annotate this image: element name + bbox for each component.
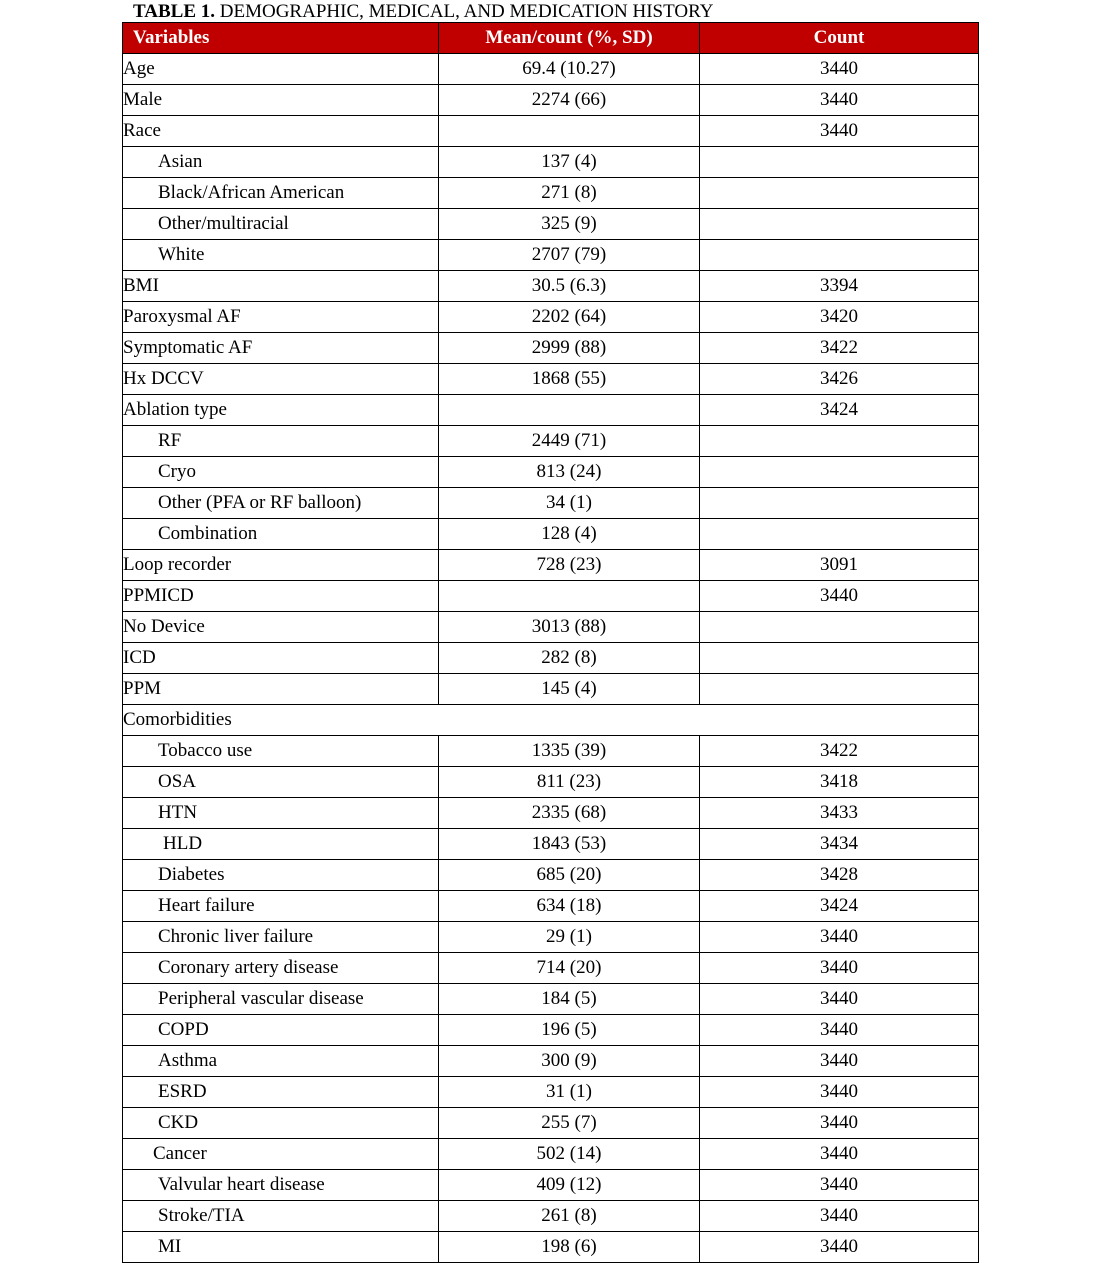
table-row (123, 1077, 979, 1108)
table-row (123, 953, 979, 984)
variable-cell: OSA (123, 767, 439, 798)
count-cell: 3426 (700, 364, 979, 395)
count-cell (700, 488, 979, 519)
table-row (123, 488, 979, 519)
table-row (123, 891, 979, 922)
variable-cell: Cancer (123, 1139, 439, 1170)
table-row (123, 333, 979, 364)
table-row (123, 736, 979, 767)
table-row (123, 1046, 979, 1077)
variable-cell: White (123, 240, 439, 271)
variable-cell: Other (PFA or RF balloon) (123, 488, 439, 519)
mean-count-cell: 728 (23) (439, 550, 700, 581)
mean-count-cell: 198 (6) (439, 1232, 700, 1263)
variable-cell: Black/African American (123, 178, 439, 209)
mean-count-cell: 255 (7) (439, 1108, 700, 1139)
mean-count-cell: 31 (1) (439, 1077, 700, 1108)
mean-count-cell: 813 (24) (439, 457, 700, 488)
variable-cell: Combination (123, 519, 439, 550)
variable-cell: Valvular heart disease (123, 1170, 439, 1201)
count-cell: 3434 (700, 829, 979, 860)
variable-cell: Hx DCCV (123, 364, 439, 395)
mean-count-cell: 634 (18) (439, 891, 700, 922)
mean-count-cell: 714 (20) (439, 953, 700, 984)
variable-cell: Other/multiracial (123, 209, 439, 240)
count-cell: 3440 (700, 1170, 979, 1201)
count-cell: 3440 (700, 1046, 979, 1077)
variable-cell: No Device (123, 612, 439, 643)
table-row (123, 240, 979, 271)
mean-count-cell: 128 (4) (439, 519, 700, 550)
variable-cell: HTN (123, 798, 439, 829)
mean-count-cell: 34 (1) (439, 488, 700, 519)
count-cell: 3440 (700, 1139, 979, 1170)
mean-count-cell: 2335 (68) (439, 798, 700, 829)
mean-count-cell: 300 (9) (439, 1046, 700, 1077)
table-row (123, 643, 979, 674)
variable-cell: PPM (123, 674, 439, 705)
count-cell: 3428 (700, 860, 979, 891)
count-cell (700, 519, 979, 550)
mean-count-cell: 502 (14) (439, 1139, 700, 1170)
count-cell: 3091 (700, 550, 979, 581)
mean-count-cell: 409 (12) (439, 1170, 700, 1201)
mean-count-cell: 325 (9) (439, 209, 700, 240)
count-cell: 3424 (700, 891, 979, 922)
table-row (123, 54, 979, 85)
table-row (123, 581, 979, 612)
variable-cell: COPD (123, 1015, 439, 1046)
mean-count-cell (439, 581, 700, 612)
variable-cell: Tobacco use (123, 736, 439, 767)
count-cell: 3440 (700, 922, 979, 953)
count-cell: 3422 (700, 333, 979, 364)
table-row (123, 457, 979, 488)
table-row (123, 147, 979, 178)
count-cell: 3418 (700, 767, 979, 798)
table-number: TABLE 1. (133, 1, 216, 22)
table-row (123, 1232, 979, 1263)
variable-cell: Coronary artery disease (123, 953, 439, 984)
mean-count-cell: 3013 (88) (439, 612, 700, 643)
variable-cell: Paroxysmal AF (123, 302, 439, 333)
demographics-table (122, 22, 979, 1263)
count-cell: 3424 (700, 395, 979, 426)
variable-cell: Diabetes (123, 860, 439, 891)
variable-cell: Symptomatic AF (123, 333, 439, 364)
count-cell (700, 147, 979, 178)
variable-cell: HLD (123, 829, 439, 860)
variable-cell: Chronic liver failure (123, 922, 439, 953)
variable-cell: Race (123, 116, 439, 147)
table-row (123, 85, 979, 116)
table-row (123, 798, 979, 829)
table-row (123, 1015, 979, 1046)
table-row (123, 519, 979, 550)
mean-count-cell: 2707 (79) (439, 240, 700, 271)
table-row (123, 1170, 979, 1201)
table-row (123, 705, 979, 736)
count-cell (700, 178, 979, 209)
table-row (123, 674, 979, 705)
count-cell: 3440 (700, 1015, 979, 1046)
mean-count-cell: 29 (1) (439, 922, 700, 953)
count-cell: 3420 (700, 302, 979, 333)
mean-count-cell: 685 (20) (439, 860, 700, 891)
table-row (123, 271, 979, 302)
variable-cell: RF (123, 426, 439, 457)
count-cell: 3440 (700, 1077, 979, 1108)
variable-cell: BMI (123, 271, 439, 302)
mean-count-cell: 2449 (71) (439, 426, 700, 457)
table-row (123, 178, 979, 209)
variable-cell: Comorbidities (123, 705, 979, 736)
mean-count-cell: 1335 (39) (439, 736, 700, 767)
count-cell: 3394 (700, 271, 979, 302)
count-cell (700, 240, 979, 271)
table-row (123, 426, 979, 457)
count-cell: 3433 (700, 798, 979, 829)
mean-count-cell: 196 (5) (439, 1015, 700, 1046)
mean-count-cell: 184 (5) (439, 984, 700, 1015)
count-cell: 3440 (700, 953, 979, 984)
mean-count-cell: 811 (23) (439, 767, 700, 798)
variable-cell: Peripheral vascular disease (123, 984, 439, 1015)
count-cell: 3440 (700, 1108, 979, 1139)
count-cell: 3440 (700, 85, 979, 116)
count-cell (700, 209, 979, 240)
table-row (123, 1201, 979, 1232)
mean-count-cell: 1868 (55) (439, 364, 700, 395)
variable-cell: ICD (123, 643, 439, 674)
table-body (123, 54, 979, 1263)
table-row (123, 116, 979, 147)
mean-count-cell: 2202 (64) (439, 302, 700, 333)
table-row (123, 302, 979, 333)
table-row (123, 612, 979, 643)
variable-cell: Stroke/TIA (123, 1201, 439, 1232)
variable-cell: Loop recorder (123, 550, 439, 581)
mean-count-cell: 1843 (53) (439, 829, 700, 860)
variable-cell: Male (123, 85, 439, 116)
variable-cell: CKD (123, 1108, 439, 1139)
mean-count-cell: 137 (4) (439, 147, 700, 178)
variable-cell: Age (123, 54, 439, 85)
mean-count-cell (439, 395, 700, 426)
table-row (123, 209, 979, 240)
variable-cell: Asian (123, 147, 439, 178)
count-cell: 3440 (700, 1232, 979, 1263)
count-cell: 3440 (700, 54, 979, 85)
table-header (123, 23, 979, 54)
count-cell (700, 674, 979, 705)
count-cell: 3422 (700, 736, 979, 767)
variable-cell: Heart failure (123, 891, 439, 922)
mean-count-cell: 2274 (66) (439, 85, 700, 116)
table-row (123, 364, 979, 395)
variable-cell: ESRD (123, 1077, 439, 1108)
mean-count-cell: 2999 (88) (439, 333, 700, 364)
table-row (123, 860, 979, 891)
header-row (123, 23, 979, 54)
table-row (123, 767, 979, 798)
header-count: Count (700, 23, 979, 54)
table-row (123, 829, 979, 860)
mean-count-cell: 271 (8) (439, 178, 700, 209)
count-cell: 3440 (700, 581, 979, 612)
count-cell: 3440 (700, 1201, 979, 1232)
variable-cell: Asthma (123, 1046, 439, 1077)
table-row (123, 1108, 979, 1139)
count-cell: 3440 (700, 984, 979, 1015)
table-row (123, 922, 979, 953)
table-row (123, 550, 979, 581)
table-row (123, 984, 979, 1015)
variable-cell: MI (123, 1232, 439, 1263)
count-cell (700, 643, 979, 674)
table-caption (133, 0, 713, 22)
mean-count-cell: 145 (4) (439, 674, 700, 705)
table-row (123, 1139, 979, 1170)
count-cell: 3440 (700, 116, 979, 147)
mean-count-cell: 261 (8) (439, 1201, 700, 1232)
count-cell (700, 457, 979, 488)
mean-count-cell: 69.4 (10.27) (439, 54, 700, 85)
variable-cell: PPMICD (123, 581, 439, 612)
table-row (123, 395, 979, 426)
header-mean-count: Mean/count (%, SD) (439, 23, 700, 54)
variable-cell: Cryo (123, 457, 439, 488)
mean-count-cell: 282 (8) (439, 643, 700, 674)
header-variables: Variables (123, 23, 439, 54)
variable-cell: Ablation type (123, 395, 439, 426)
table-title: DEMOGRAPHIC, MEDICAL, AND MEDICATION HISTORY (219, 1, 714, 22)
mean-count-cell (439, 116, 700, 147)
count-cell (700, 426, 979, 457)
mean-count-cell: 30.5 (6.3) (439, 271, 700, 302)
count-cell (700, 612, 979, 643)
